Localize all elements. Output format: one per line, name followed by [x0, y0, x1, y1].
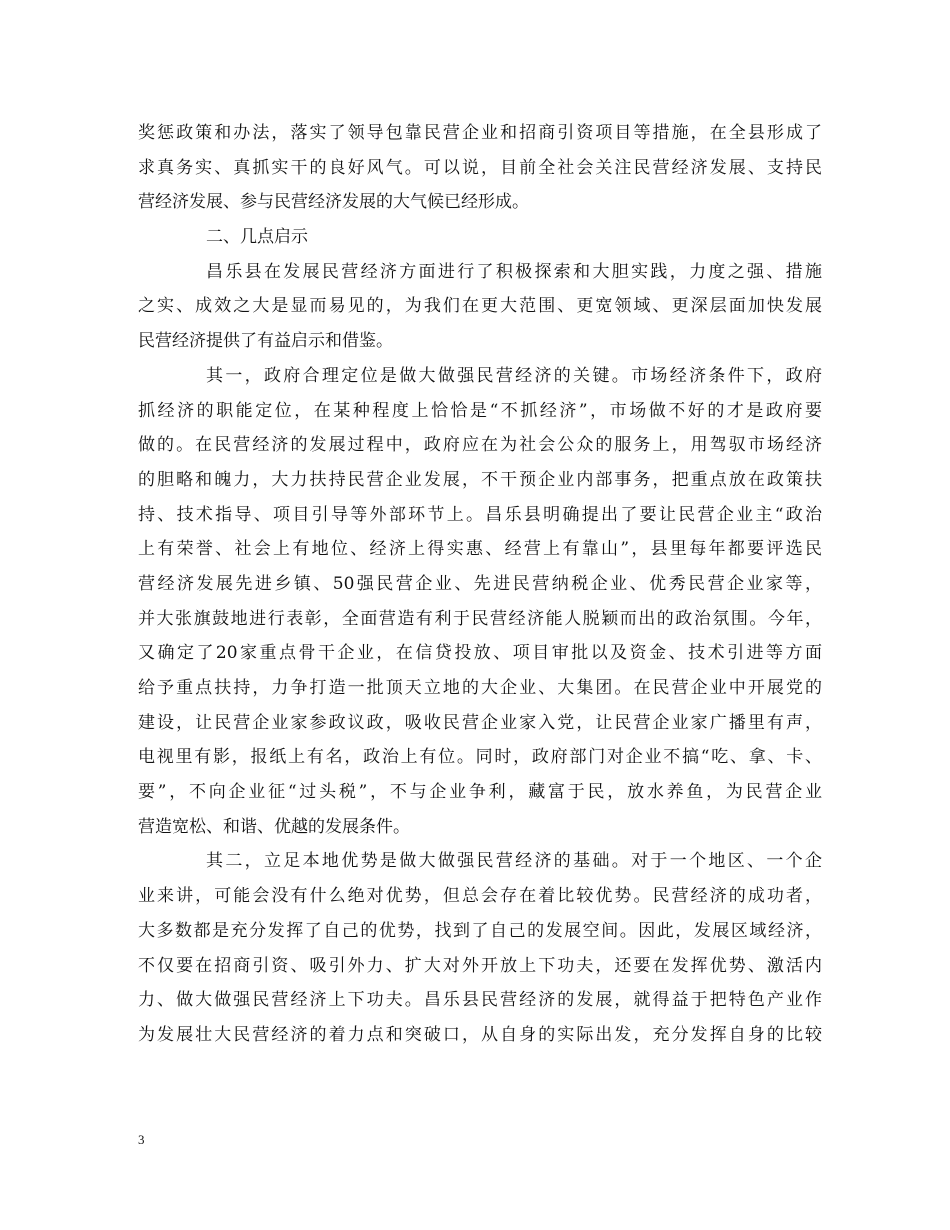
text-line: 民营经济提供了有益启示和借鉴。 — [138, 331, 393, 352]
text-line: 又确定了20家重点骨干企业，在信贷投放、项目审批以及资金、技术引进等方面 — [138, 643, 822, 664]
page-number: 3 — [138, 1132, 145, 1147]
text-line: 要”，不向企业征“过头税”，不与企业争利，藏富于民，放水养鱼，为民营企业 — [138, 782, 822, 803]
text-line: 力、做大做强民营经济上下功夫。昌乐县民营经济的发展，就得益于把特色产业作 — [138, 990, 822, 1011]
text-line: 求真务实、真抓实干的良好风气。可以说，目前全社会关注民营经济发展、支持民 — [138, 157, 822, 178]
text-line: 给予重点扶持，力争打造一批顶天立地的大企业、大集团。在民营企业中开展党的 — [138, 678, 822, 698]
text-line: 建设，让民营企业家参政议政，吸收民营企业家入党，让民营企业家广播里有声， — [138, 712, 822, 733]
text-line: 并大张旗鼓地进行表彰，全面营造有利于民营经济能人脱颖而出的政治氛围。今年， — [138, 608, 822, 629]
text-line: 营造宽松、和谐、优越的发展条件。 — [138, 816, 410, 837]
text-line: 其一，政府合理定位是做大做强民营经济的关键。市场经济条件下，政府 — [206, 365, 822, 386]
text-line: 其二，立足本地优势是做大做强民营经济的基础。对于一个地区、一个企 — [206, 851, 822, 872]
text-line: 营经济发展先进乡镇、50强民营企业、先进民营纳税企业、优秀民营企业家等， — [138, 573, 822, 594]
text-line: 不仅要在招商引资、吸引外力、扩大对外开放上下功夫，还要在发挥优势、激活内 — [138, 955, 822, 976]
text-line: 大多数都是充分发挥了自己的优势，找到了自己的发展空间。因此，发展区域经济， — [138, 920, 822, 941]
section-heading: 二、几点启示 — [206, 227, 308, 248]
text-line: 奖惩政策和办法，落实了领导包靠民营企业和招商引资项目等措施，在全县形成了 — [138, 123, 822, 143]
text-line: 业来讲，可能会没有什么绝对优势，但总会存在着比较优势。民营经济的成功者， — [138, 886, 822, 907]
text-line: 为发展壮大民营经济的着力点和突破口，从自身的实际出发，充分发挥自身的比较 — [138, 1024, 822, 1045]
text-line: 上有荣誉、社会上有地位、经济上得实惠、经营上有靠山”，县里每年都要评选民 — [138, 539, 822, 560]
text-line: 抓经济的职能定位，在某种程度上恰恰是“不抓经济”，市场做不好的才是政府要 — [138, 400, 822, 421]
text-line: 做的。在民营经济的发展过程中，政府应在为社会公众的服务上，用驾驭市场经济 — [138, 435, 822, 456]
text-line: 昌乐县在发展民营经济方面进行了积极探索和大胆实践，力度之强、措施 — [206, 261, 822, 282]
text-line: 营经济发展、参与民营经济发展的大气候已经形成。 — [138, 192, 529, 213]
text-line: 之实、成效之大是显而易见的，为我们在更大范围、更宽领域、更深层面加快发展 — [138, 296, 822, 317]
body-text — [138, 116, 822, 1053]
text-line: 电视里有影，报纸上有名，政治上有位。同时，政府部门对企业不搞“吃、拿、卡、 — [138, 747, 822, 768]
text-line: 的胆略和魄力，大力扶持民营企业发展，不干预企业内部事务，把重点放在政策扶 — [138, 469, 822, 490]
text-line: 持、技术指导、项目引导等外部环节上。昌乐县明确提出了要让民营企业主“政治 — [138, 504, 822, 525]
